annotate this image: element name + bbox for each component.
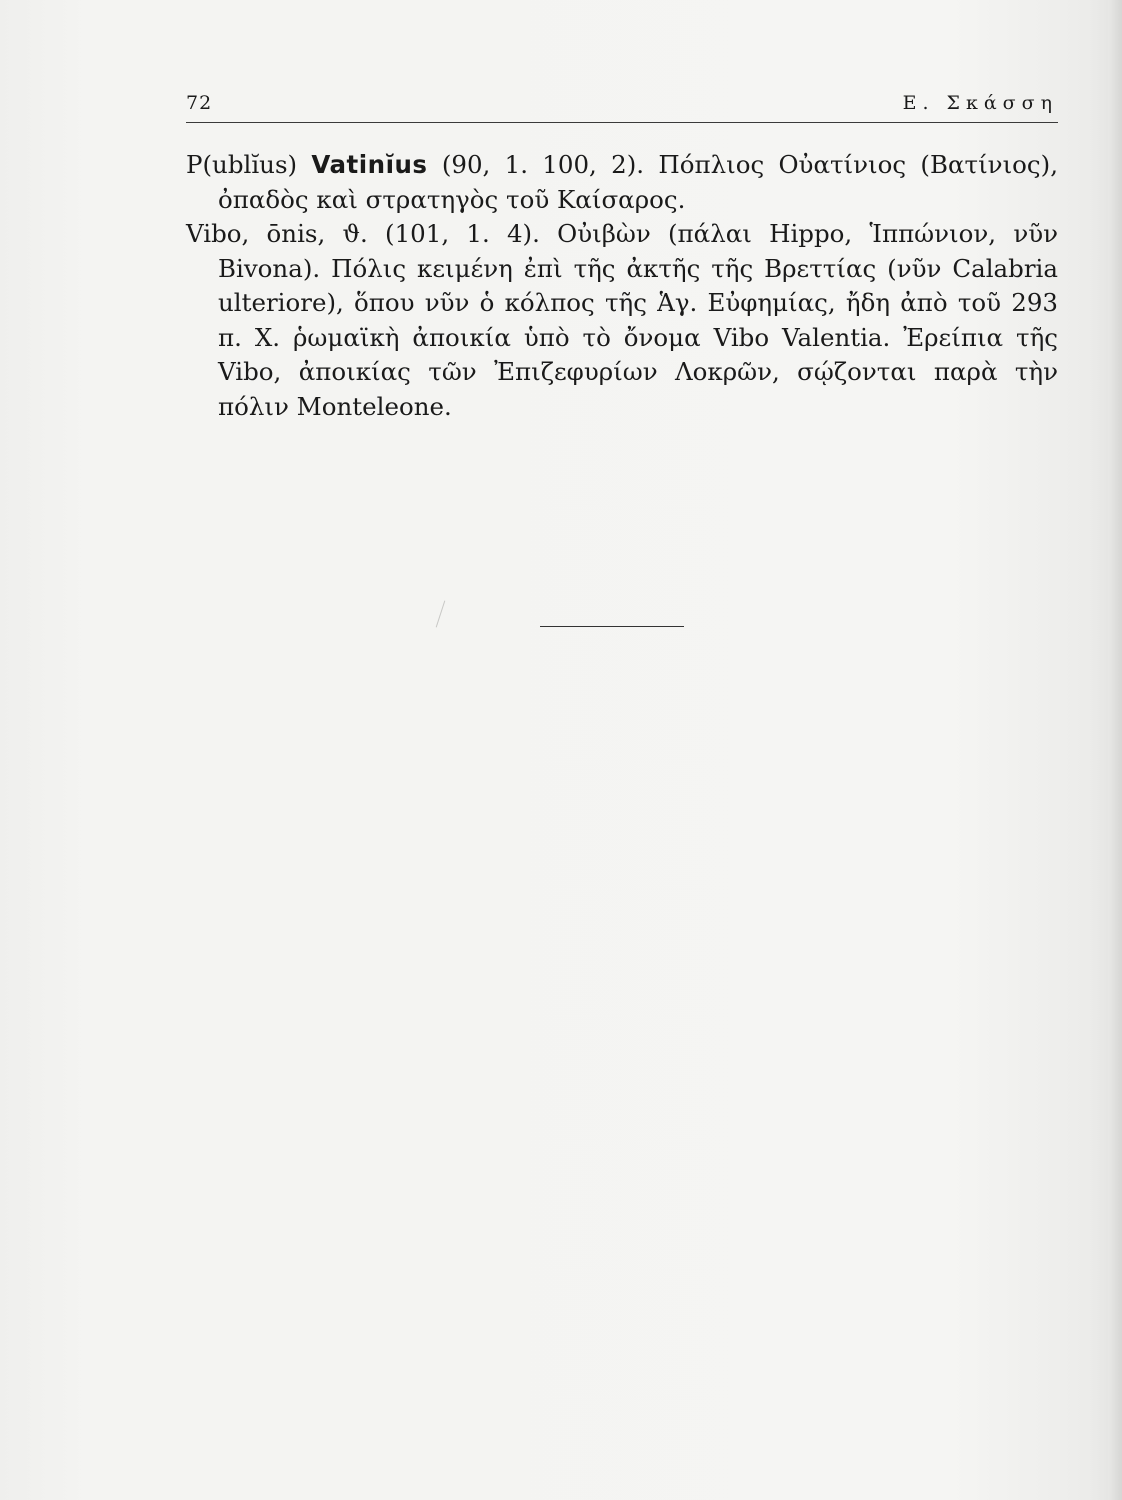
entry-text: Οὐιβὼν (πάλαι Hippo, Ἱππώνιον, νῦν Bivona). Πόλις κειμένη ἐπὶ τῆς ἀκτῆς τῆς Βρεττίας (νῦν Calabria ulteriore), ὅπου νῦν ὁ κόλπος τῆς Ἁγ. Εὐφημίας, ἤδη ἀπὸ τοῦ 293 π. Χ. ῥωμαϊκὴ ἀποικία ὑπὸ τὸ ὄνομα Vibo Valentia. Ἐρείπια τῆς Vibo, ἀποικίας τῶν Ἐπιζεφυρίων Λοκρῶν, σῴζονται παρὰ τὴν πόλιν Monteleone.	[218, 219, 1059, 421]
page-edge-shadow	[1108, 0, 1122, 1500]
entry-lead: P(ublĭus)	[186, 150, 312, 179]
page-number: 72	[186, 92, 213, 114]
end-rule	[540, 626, 684, 627]
entry-lead: Vibo, ōnis, ϑ. (101, 1. 4).	[186, 219, 558, 248]
entry-text: (90, 1. 100, 2). Πόπλιος Οὐατίνιος (Βατίνιος), ὀπαδὸς καὶ στρατηγὸς τοῦ Καίσαρος.	[218, 150, 1058, 214]
header-rule	[186, 122, 1058, 123]
entry-vatinius	[186, 148, 1058, 217]
entry-vibo	[186, 217, 1058, 424]
running-header	[186, 86, 1058, 126]
entry-headword: Vatinĭus	[311, 150, 428, 179]
running-title: Ε. Σκάσση	[902, 92, 1058, 114]
glossary-entries	[186, 148, 1058, 424]
